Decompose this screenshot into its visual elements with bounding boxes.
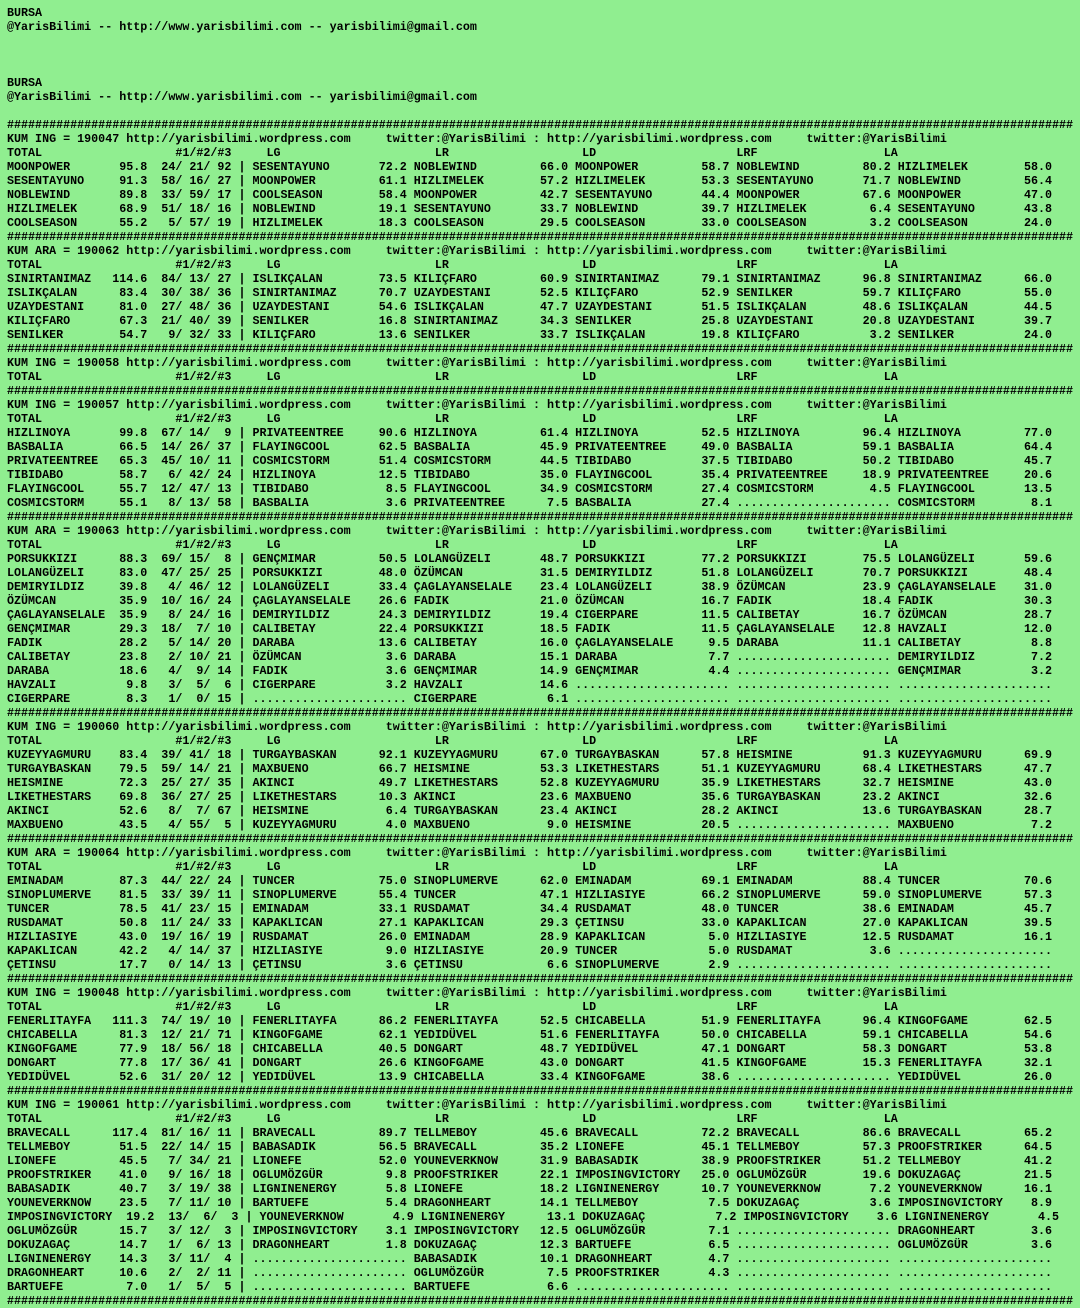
data-row: COOLSEASON 55.2 5/ 57/ 19 | HIZLIMELEK 18.3 COOLSEASON 29.5 COOLSEASON 33.0 COOLSEASON 3.2 COOLSEASON 24.0 (7, 216, 1053, 230)
data-row: EMINADAM 87.3 44/ 22/ 24 | TUNCER 75.0 SINOPLUMERVE 62.0 EMINADAM 69.1 EMINADAM 88.4 TUNCER 70.6 (7, 874, 1053, 888)
data-row: PORSUKKIZI 88.3 69/ 15/ 8 | GENÇMIMAR 50.5 LOLANGÜZELI 48.7 PORSUKKIZI 77.2 PORSUKKIZI 75.5 LOLANGÜZELI 59.6 (7, 552, 1053, 566)
data-row: LIGNINENERGY 14.3 3/ 11/ 4 | ...................... BABASADIK 10.1 DRAGONHEART 4.7 ...................... ...................... (7, 1252, 1053, 1266)
data-row: BARTUEFE 7.0 1/ 5/ 5 | ...................... BARTUEFE 6.6 ...................... ...................... ...................... (7, 1280, 1053, 1294)
data-row: HEISMINE 72.3 25/ 27/ 35 | AKINCI 49.7 LIKETHESTARS 52.8 KUZEYYAGMURU 35.9 LIKETHESTARS 32.7 HEISMINE 43.0 (7, 776, 1053, 790)
blank-line (7, 34, 1080, 48)
column-header-row: TOTAL #1/#2/#3 LG LR LD LRF LA (7, 146, 898, 160)
separator-line: ######################################################################################################################################################## (7, 510, 1074, 524)
data-row: DOKUZAGAÇ 14.7 1/ 6/ 13 | DRAGONHEART 1.8 DOKUZAGAÇ 12.3 BARTUEFE 6.5 ...................... OGLUMÖZGÜR 3.6 (7, 1238, 1053, 1252)
separator-line: ######################################################################################################################################################## (7, 1294, 1074, 1308)
data-row: HIZLIMELEK 68.9 51/ 18/ 16 | NOBLEWIND 19.1 SESENTAYUNO 33.7 NOBLEWIND 39.7 HIZLIMELEK 6.4 SESENTAYUNO 43.8 (7, 202, 1053, 216)
data-row: KAPAKLICAN 42.2 4/ 14/ 37 | HIZLIASIYE 9.0 HIZLIASIYE 20.9 TUNCER 5.0 RUSDAMAT 3.6 ...................... (7, 944, 1053, 958)
data-row: SINIRTANIMAZ 114.6 84/ 13/ 27 | ISLIKÇALAN 73.5 KILIÇFARO 60.9 SINIRTANIMAZ 79.1 SINIRTANIMAZ 96.8 SINIRTANIMAZ 66.0 (7, 272, 1053, 286)
data-row: FLAYINGCOOL 55.7 12/ 47/ 13 | TIBIDABO 8.5 FLAYINGCOOL 34.9 COSMICSTORM 27.4 COSMICSTORM 4.5 FLAYINGCOOL 13.5 (7, 482, 1053, 496)
data-row: BRAVECALL 117.4 81/ 16/ 11 | BRAVECALL 89.7 TELLMEBOY 45.6 BRAVECALL 72.2 BRAVECALL 86.6 BRAVECALL 65.2 (7, 1126, 1053, 1140)
data-row: KINGOFGAME 77.9 18/ 56/ 18 | CHICABELLA 40.5 DONGART 48.7 YEDIDÜVEL 47.1 DONGART 58.3 DONGART 53.8 (7, 1042, 1053, 1056)
data-row: BABASADIK 40.7 3/ 19/ 38 | LIGNINENERGY 5.8 LIONEFE 18.2 LIGNINENERGY 10.7 YOUNEVERKNOW 7.2 YOUNEVERKNOW 16.1 (7, 1182, 1053, 1196)
data-row: LOLANGÜZELI 83.0 47/ 25/ 25 | PORSUKKIZI 48.0 ÖZÜMCAN 31.5 DEMIRYILDIZ 51.8 LOLANGÜZELI 70.7 PORSUKKIZI 48.4 (7, 566, 1053, 580)
data-row: ÇETINSU 17.7 0/ 14/ 13 | ÇETINSU 3.6 ÇETINSU 6.6 SINOPLUMERVE 2.9 ...................... ...................... (7, 958, 1053, 972)
data-row: SINOPLUMERVE 81.5 33/ 39/ 11 | SINOPLUMERVE 55.4 TUNCER 47.1 HIZLIASIYE 66.2 SINOPLUMERVE 59.0 SINOPLUMERVE 57.3 (7, 888, 1053, 902)
data-row: YOUNEVERKNOW 23.5 7/ 11/ 10 | BARTUEFE 5.4 DRAGONHEART 14.1 TELLMEBOY 7.5 DOKUZAGAÇ 3.6 IMPOSINGVICTORY 8.9 (7, 1196, 1053, 1210)
data-row: HAVZALI 9.8 3/ 5/ 6 | CIGERPARE 3.2 HAVZALI 14.6 ...................... ...................... ...................... (7, 678, 1053, 692)
separator-line: ######################################################################################################################################################## (7, 342, 1074, 356)
blank-line (7, 104, 1080, 118)
data-row: DARABA 18.6 4/ 9/ 14 | FADIK 3.6 GENÇMIMAR 14.9 GENÇMIMAR 4.4 ...................... GENÇMIMAR 3.2 (7, 664, 1053, 678)
contact-line: @YarisBilimi -- http://www.yarisbilimi.com -- yarisbilimi@gmail.com (7, 20, 477, 34)
data-row: BASBALIA 66.5 14/ 26/ 37 | FLAYINGCOOL 62.5 BASBALIA 45.9 PRIVATEENTREE 49.0 BASBALIA 59.1 BASBALIA 64.4 (7, 440, 1053, 454)
section-header-line: KUM ING = 190061 http://yarisbilimi.wordpress.com twitter:@YarisBilimi : http://yarisbilimi.wordpress.com twitter:@YarisBilimi (7, 1098, 947, 1112)
separator-line: ######################################################################################################################################################## (7, 706, 1074, 720)
data-row: DONGART 77.8 17/ 36/ 41 | DONGART 26.6 KINGOFGAME 43.0 DONGART 41.5 KINGOFGAME 15.3 FENERLITAYFA 32.1 (7, 1056, 1053, 1070)
section-header-line: KUM ARA = 190064 http://yarisbilimi.wordpress.com twitter:@YarisBilimi : http://yarisbilimi.wordpress.com twitter:@YarisBilimi (7, 846, 947, 860)
data-row: MOONPOWER 95.8 24/ 21/ 92 | SESENTAYUNO 72.2 NOBLEWIND 66.0 MOONPOWER 58.7 NOBLEWIND 80.2 HIZLIMELEK 58.0 (7, 160, 1053, 174)
section-header-line: KUM ING = 190048 http://yarisbilimi.wordpress.com twitter:@YarisBilimi : http://yarisbilimi.wordpress.com twitter:@YarisBilimi (7, 986, 947, 1000)
data-row: OGLUMÖZGÜR 15.7 3/ 12/ 3 | IMPOSINGVICTORY 3.1 IMPOSINGVICTORY 12.5 OGLUMÖZGÜR 7.1 ...................... DRAGONHEART 3.6 (7, 1224, 1053, 1238)
column-header-row: TOTAL #1/#2/#3 LG LR LD LRF LA (7, 538, 898, 552)
data-row: LIONEFE 45.5 7/ 34/ 21 | LIONEFE 52.0 YOUNEVERKNOW 31.9 BABASADIK 38.9 PROOFSTRIKER 51.2 TELLMEBOY 41.2 (7, 1154, 1053, 1168)
separator-line: ######################################################################################################################################################## (7, 384, 1074, 398)
column-header-row: TOTAL #1/#2/#3 LG LR LD LRF LA (7, 1000, 898, 1014)
data-row: TIBIDABO 58.7 6/ 42/ 24 | HIZLINOYA 12.5 TIBIDABO 35.0 FLAYINGCOOL 35.4 PRIVATEENTREE 18.9 PRIVATEENTREE 20.6 (7, 468, 1053, 482)
column-header-row: TOTAL #1/#2/#3 LG LR LD LRF LA (7, 1112, 898, 1126)
data-row: LIKETHESTARS 69.8 36/ 27/ 25 | LIKETHESTARS 10.3 AKINCI 23.6 MAXBUENO 35.6 TURGAYBASKAN 23.2 AKINCI 32.6 (7, 790, 1053, 804)
section-header-line: KUM ING = 190057 http://yarisbilimi.wordpress.com twitter:@YarisBilimi : http://yarisbilimi.wordpress.com twitter:@YarisBilimi (7, 398, 947, 412)
column-header-row: TOTAL #1/#2/#3 LG LR LD LRF LA (7, 412, 898, 426)
data-row: PRIVATEENTREE 65.3 45/ 10/ 11 | COSMICSTORM 51.4 COSMICSTORM 44.5 TIBIDABO 37.5 TIBIDABO 50.2 TIBIDABO 45.7 (7, 454, 1053, 468)
separator-line: ######################################################################################################################################################## (7, 230, 1074, 244)
column-header-row: TOTAL #1/#2/#3 LG LR LD LRF LA (7, 370, 898, 384)
data-row: KILIÇFARO 67.3 21/ 40/ 39 | SENILKER 16.8 SINIRTANIMAZ 34.3 SENILKER 25.8 UZAYDESTANI 20.8 UZAYDESTANI 39.7 (7, 314, 1053, 328)
column-header-row: TOTAL #1/#2/#3 LG LR LD LRF LA (7, 860, 898, 874)
data-row: IMPOSINGVICTORY 19.2 13/ 6/ 3 | YOUNEVERKNOW 4.9 LIGNINENERGY 13.1 DOKUZAGAÇ 7.2 IMPOSINGVICTORY 3.6 LIGNINENERGY 4.5 (7, 1210, 1060, 1224)
data-row: YEDIDÜVEL 52.6 31/ 20/ 12 | YEDIDÜVEL 13.9 CHICABELLA 33.4 KINGOFGAME 38.6 ...................... YEDIDÜVEL 26.0 (7, 1070, 1053, 1084)
section-header-line: KUM ARA = 190062 http://yarisbilimi.wordpress.com twitter:@YarisBilimi : http://yarisbilimi.wordpress.com twitter:@YarisBilimi (7, 244, 947, 258)
separator-line: ######################################################################################################################################################## (7, 118, 1074, 132)
data-row: COSMICSTORM 55.1 8/ 13/ 58 | BASBALIA 3.6 PRIVATEENTREE 7.5 BASBALIA 27.4 ...................... COSMICSTORM 8.1 (7, 496, 1053, 510)
section-header-line: KUM ING = 190060 http://yarisbilimi.wordpress.com twitter:@YarisBilimi : http://yarisbilimi.wordpress.com twitter:@YarisBilimi (7, 720, 947, 734)
data-row: FENERLITAYFA 111.3 74/ 19/ 10 | FENERLITAYFA 86.2 FENERLITAYFA 52.5 CHICABELLA 51.9 FENERLITAYFA 96.4 KINGOFGAME 62.5 (7, 1014, 1053, 1028)
section-header-line: KUM ING = 190058 http://yarisbilimi.wordpress.com twitter:@YarisBilimi : http://yarisbilimi.wordpress.com twitter:@YarisBilimi (7, 356, 947, 370)
data-row: PROOFSTRIKER 41.0 9/ 16/ 18 | OGLUMÖZGÜR 9.8 PROOFSTRIKER 22.1 IMPOSINGVICTORY 25.0 OGLUMÖZGÜR 19.6 DOKUZAGAÇ 21.5 (7, 1168, 1053, 1182)
separator-line: ######################################################################################################################################################## (7, 972, 1074, 986)
data-row: TELLMEBOY 51.5 22/ 14/ 15 | BABASADIK 56.5 BRAVECALL 35.2 LIONEFE 45.1 TELLMEBOY 57.3 PROOFSTRIKER 64.5 (7, 1140, 1053, 1154)
data-row: DRAGONHEART 10.6 2/ 2/ 11 | ...................... OGLUMÖZGÜR 7.5 PROOFSTRIKER 4.3 ...................... ...................... (7, 1266, 1053, 1280)
data-row: SESENTAYUNO 91.3 58/ 16/ 27 | MOONPOWER 61.1 HIZLIMELEK 57.2 HIZLIMELEK 53.3 SESENTAYUNO 71.7 NOBLEWIND 56.4 (7, 174, 1053, 188)
track-title: BURSA (7, 76, 43, 90)
column-header-row: TOTAL #1/#2/#3 LG LR LD LRF LA (7, 734, 898, 748)
data-row: MAXBUENO 43.5 4/ 55/ 5 | KUZEYYAGMURU 4.0 MAXBUENO 9.0 HEISMINE 20.5 ...................... MAXBUENO 7.2 (7, 818, 1053, 832)
race-sections (7, 118, 1080, 1308)
data-row: CALIBETAY 23.8 2/ 10/ 21 | ÖZÜMCAN 3.6 DARABA 15.1 DARABA 7.7 ...................... DEMIRYILDIZ 7.2 (7, 650, 1053, 664)
separator-line: ######################################################################################################################################################## (7, 1084, 1074, 1098)
data-row: UZAYDESTANI 81.0 27/ 48/ 36 | UZAYDESTANI 54.6 ISLIKÇALAN 47.7 UZAYDESTANI 51.5 ISLIKÇALAN 48.6 ISLIKÇALAN 44.5 (7, 300, 1053, 314)
data-row: GENÇMIMAR 29.3 18/ 7/ 10 | CALIBETAY 22.4 PORSUKKIZI 18.5 FADIK 11.5 ÇAGLAYANSELALE 12.8 HAVZALI 12.0 (7, 622, 1053, 636)
data-row: TUNCER 78.5 41/ 23/ 15 | EMINADAM 33.1 RUSDAMAT 34.4 RUSDAMAT 48.0 TUNCER 38.6 EMINADAM 45.7 (7, 902, 1053, 916)
data-row: RUSDAMAT 50.8 11/ 24/ 33 | KAPAKLICAN 27.1 KAPAKLICAN 29.3 ÇETINSU 33.0 KAPAKLICAN 27.0 KAPAKLICAN 39.5 (7, 916, 1053, 930)
track-title: BURSA (7, 6, 43, 20)
data-row: CIGERPARE 8.3 1/ 0/ 15 | ...................... CIGERPARE 6.1 ...................... ...................... ...................... (7, 692, 1053, 706)
data-row: AKINCI 52.6 8/ 7/ 67 | HEISMINE 6.4 TURGAYBASKAN 23.4 AKINCI 28.2 AKINCI 13.6 TURGAYBASKAN 28.7 (7, 804, 1053, 818)
blank-line (7, 62, 1080, 76)
blank-line (7, 48, 1080, 62)
data-row: DEMIRYILDIZ 39.8 4/ 46/ 12 | LOLANGÜZELI 33.4 ÇAGLAYANSELALE 23.4 LOLANGÜZELI 38.9 ÖZÜMCAN 23.9 ÇAGLAYANSELALE 31.0 (7, 580, 1053, 594)
data-row: HIZLIASIYE 43.0 19/ 16/ 19 | RUSDAMAT 26.0 EMINADAM 28.9 KAPAKLICAN 5.0 HIZLIASIYE 12.5 RUSDAMAT 16.1 (7, 930, 1053, 944)
column-header-row: TOTAL #1/#2/#3 LG LR LD LRF LA (7, 258, 898, 272)
section-header-line: KUM ARA = 190063 http://yarisbilimi.wordpress.com twitter:@YarisBilimi : http://yarisbilimi.wordpress.com twitter:@YarisBilimi (7, 524, 947, 538)
data-row: FADIK 28.2 5/ 14/ 20 | DARABA 13.6 CALIBETAY 16.0 ÇAGLAYANSELALE 9.5 DARABA 11.1 CALIBETAY 8.8 (7, 636, 1053, 650)
section-header-line: KUM ING = 190047 http://yarisbilimi.wordpress.com twitter:@YarisBilimi : http://yarisbilimi.wordpress.com twitter:@YarisBilimi (7, 132, 947, 146)
contact-line: @YarisBilimi -- http://www.yarisbilimi.com -- yarisbilimi@gmail.com (7, 90, 477, 104)
data-row: SENILKER 54.7 9/ 32/ 33 | KILIÇFARO 13.6 SENILKER 33.7 ISLIKÇALAN 19.8 KILIÇFARO 3.2 SENILKER 24.0 (7, 328, 1053, 342)
data-row: ISLIKÇALAN 83.4 30/ 38/ 36 | SINIRTANIMAZ 70.7 UZAYDESTANI 52.5 KILIÇFARO 52.9 SENILKER 59.7 KILIÇFARO 55.0 (7, 286, 1053, 300)
separator-line: ######################################################################################################################################################## (7, 832, 1074, 846)
data-row: HIZLINOYA 99.8 67/ 14/ 9 | PRIVATEENTREE 90.6 HIZLINOYA 61.4 HIZLINOYA 52.5 HIZLINOYA 96.4 HIZLINOYA 77.0 (7, 426, 1053, 440)
data-row: NOBLEWIND 89.8 33/ 59/ 17 | COOLSEASON 58.4 MOONPOWER 42.7 SESENTAYUNO 44.4 MOONPOWER 67.6 MOONPOWER 47.0 (7, 188, 1053, 202)
data-row: KUZEYYAGMURU 83.4 39/ 41/ 18 | TURGAYBASKAN 92.1 KUZEYYAGMURU 67.0 TURGAYBASKAN 57.8 HEISMINE 91.3 KUZEYYAGMURU 69.9 (7, 748, 1053, 762)
data-row: ÖZÜMCAN 35.9 10/ 16/ 24 | ÇAGLAYANSELALE 26.6 FADIK 21.0 ÖZÜMCAN 16.7 FADIK 18.4 FADIK 30.3 (7, 594, 1053, 608)
data-row: TURGAYBASKAN 79.5 59/ 14/ 21 | MAXBUENO 66.7 HEISMINE 53.3 LIKETHESTARS 51.1 KUZEYYAGMURU 68.4 LIKETHESTARS 47.7 (7, 762, 1053, 776)
data-row: CHICABELLA 81.3 12/ 21/ 71 | KINGOFGAME 62.1 YEDIDÜVEL 51.6 FENERLITAYFA 50.0 CHICABELLA 59.1 CHICABELLA 54.6 (7, 1028, 1053, 1042)
data-row: ÇAGLAYANSELALE 35.9 8/ 24/ 16 | DEMIRYILDIZ 24.3 DEMIRYILDIZ 19.4 CIGERPARE 11.5 CALIBETAY 16.7 ÖZÜMCAN 28.7 (7, 608, 1053, 622)
